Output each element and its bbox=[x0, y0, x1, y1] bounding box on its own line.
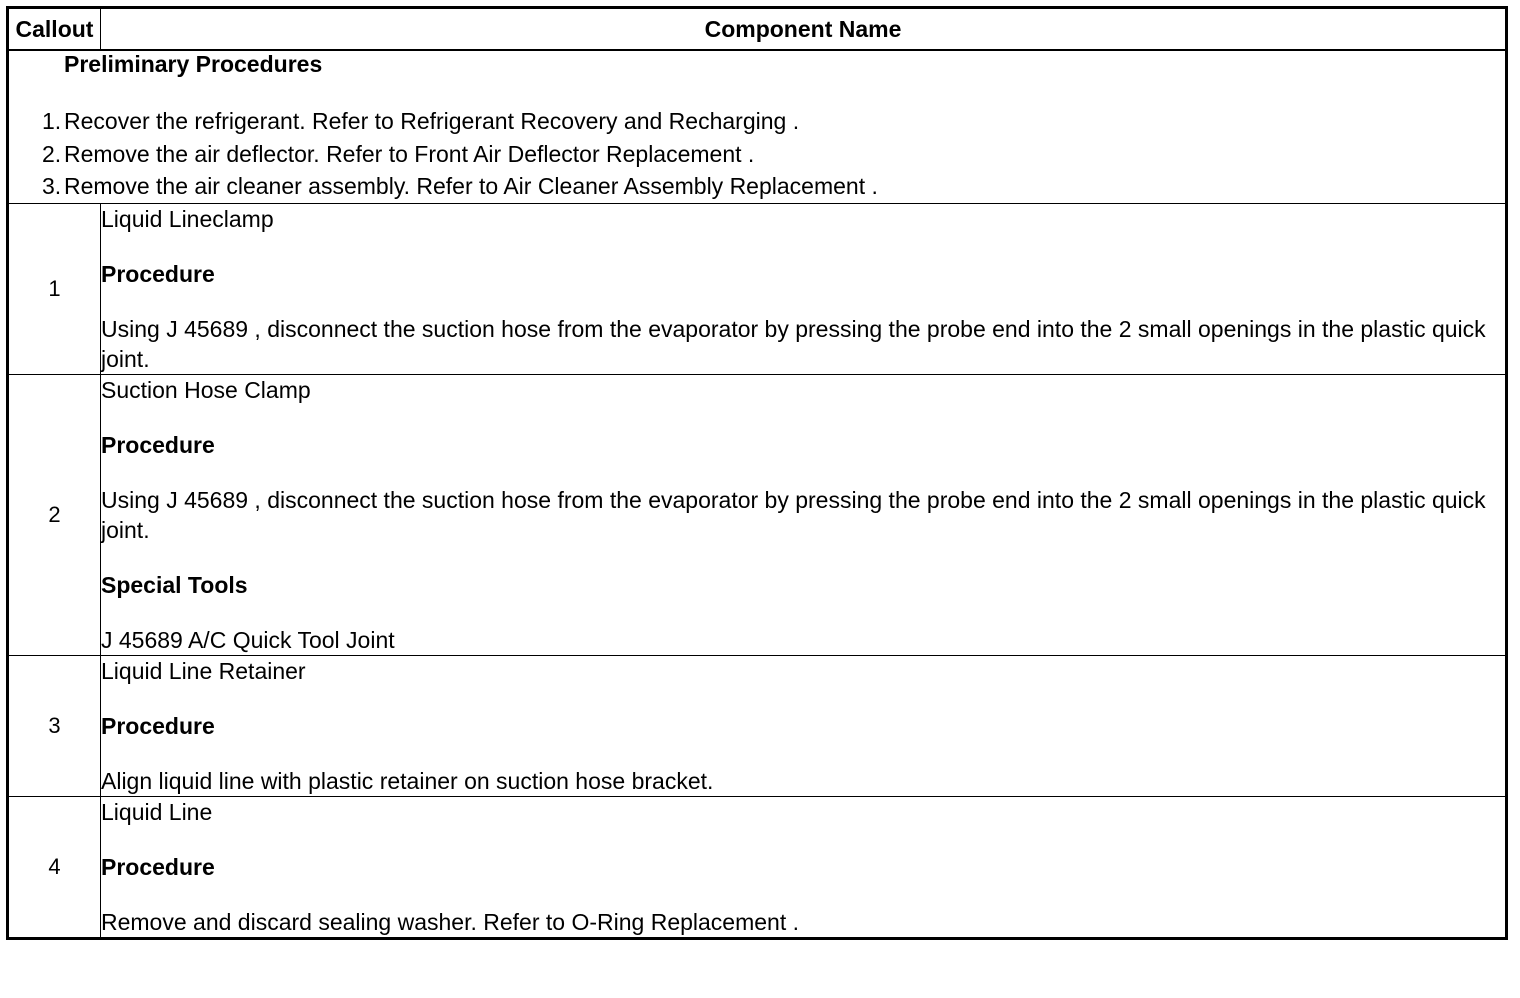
procedure-text: Remove and discard sealing washer. Refer to O-Ring Replacement . bbox=[101, 908, 800, 935]
procedure-text: Align liquid line with plastic retainer on suction hose bracket. bbox=[101, 767, 714, 794]
table-row bbox=[8, 203, 1507, 374]
callout-number: 2 bbox=[8, 374, 101, 655]
component-cell bbox=[101, 374, 1507, 655]
callout-number: 1 bbox=[8, 203, 101, 374]
step-text: Remove the air cleaner assembly. Refer to Air Cleaner Assembly Replacement . bbox=[64, 173, 878, 199]
step-text: Recover the refrigerant. Refer to Refrigerant Recovery and Recharging . bbox=[64, 108, 800, 134]
special-tools-label: Special Tools bbox=[101, 571, 248, 598]
header-callout: Callout bbox=[8, 8, 101, 51]
component-name: Liquid Lineclamp bbox=[101, 205, 274, 232]
step-number: 2. bbox=[42, 140, 62, 167]
component-cell bbox=[101, 203, 1507, 374]
table-row bbox=[8, 374, 1507, 655]
procedure-label: Procedure bbox=[101, 712, 215, 739]
header-row bbox=[8, 8, 1507, 51]
preliminary-step bbox=[9, 170, 1505, 203]
procedure-table bbox=[6, 6, 1508, 940]
preliminary-step bbox=[9, 138, 1505, 171]
table-row bbox=[8, 796, 1507, 938]
callout-number: 3 bbox=[8, 655, 101, 796]
preliminary-step bbox=[9, 105, 1505, 138]
header-component-name: Component Name bbox=[101, 8, 1507, 51]
step-text: Remove the air deflector. Refer to Front Air Deflector Replacement . bbox=[64, 140, 755, 167]
preliminary-row bbox=[8, 50, 1507, 203]
component-name: Liquid Line Retainer bbox=[101, 657, 306, 684]
preliminary-title: Preliminary Procedures bbox=[64, 51, 323, 77]
table-row bbox=[8, 655, 1507, 796]
component-name: Liquid Line bbox=[101, 798, 213, 825]
component-cell bbox=[101, 655, 1507, 796]
procedure-label: Procedure bbox=[101, 853, 215, 880]
step-number: 3. bbox=[42, 173, 62, 199]
preliminary-cell bbox=[8, 50, 1507, 203]
preliminary-steps bbox=[9, 105, 1505, 203]
step-number: 1. bbox=[42, 108, 62, 134]
callout-number: 4 bbox=[8, 796, 101, 938]
component-cell bbox=[101, 796, 1507, 938]
procedure-label: Procedure bbox=[101, 431, 215, 458]
procedure-text: Using J 45689 , disconnect the suction hose from the evaporator by pressing the probe end into the 2 small openings in the plastic quick joint. bbox=[101, 315, 1486, 372]
procedure-text: Using J 45689 , disconnect the suction hose from the evaporator by pressing the probe end into the 2 small openings in the plastic quick joint. bbox=[101, 486, 1486, 543]
component-name: Suction Hose Clamp bbox=[101, 376, 311, 403]
special-tools-text: J 45689 A/C Quick Tool Joint bbox=[101, 626, 395, 653]
procedure-label: Procedure bbox=[101, 260, 215, 287]
